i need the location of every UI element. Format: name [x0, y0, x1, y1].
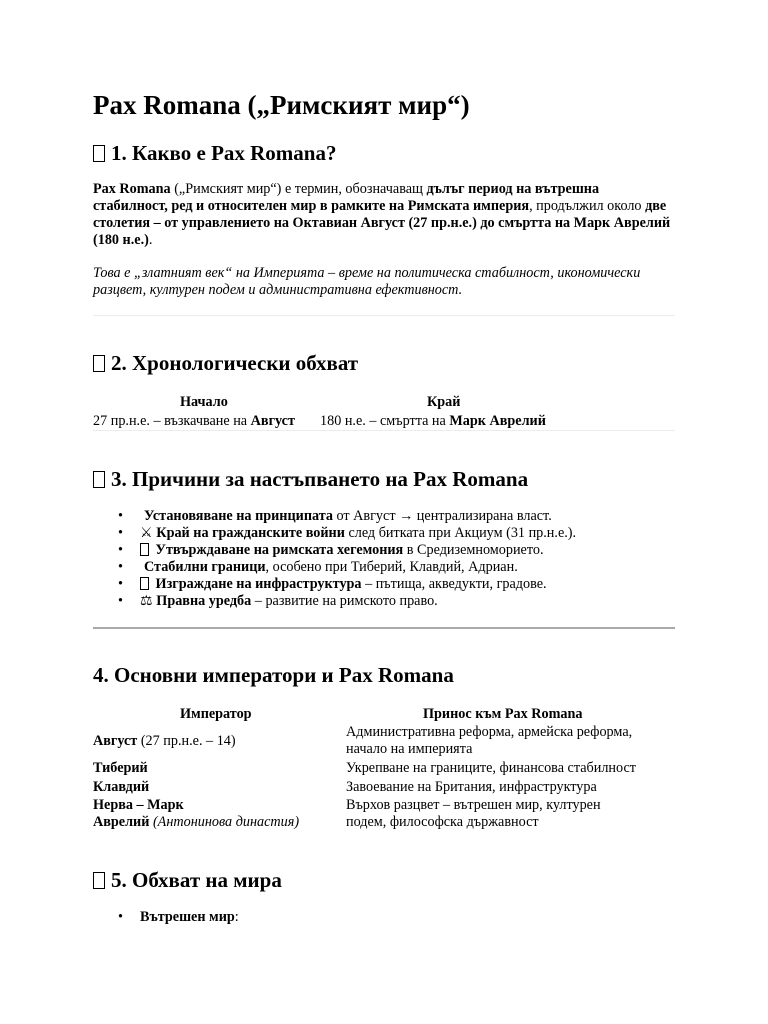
- table-cell-emperor: Клавдий: [93, 779, 150, 795]
- section-2-heading-text: 2. Хронологически обхват: [111, 351, 359, 375]
- chronology-table: [93, 394, 675, 434]
- section-3-heading: [93, 467, 528, 492]
- column-header-contribution: Принос към Pax Romana: [423, 706, 583, 722]
- section-5-heading-text: 5. Обхват на мира: [111, 868, 282, 892]
- horizontal-rule: [93, 627, 675, 629]
- section-1-paragraph: Pax Romana („Римският мир“) е термин, обозначаващ дълъг период на вътрешна стабилност, ред и относителен мир в рамките на Римската империя, продължил около две столетия – от управлението на Октавиан Август (27 пр.н.е.) до смъртта на Марк Аврелий (180 н.е.).: [93, 181, 671, 248]
- missing-glyph-icon: [93, 872, 105, 889]
- section-1-quote: Това е „златният век“ на Империята – време на политическа стабилност, икономически разцвет, културен подем и административна ефективност.: [93, 265, 641, 298]
- section-4-heading: 4. Основни императори и Pax Romana: [93, 663, 454, 687]
- list-item: • Стабилни граници, особено при Тиберий, Клавдий, Адриан.: [118, 559, 518, 575]
- end-cell: 180 н.е. – смъртта на Марк Аврелий: [320, 413, 546, 429]
- list-item: • Установяване на принципата от Август → централизирана власт.: [118, 508, 552, 524]
- crossed-swords-icon: ⚔: [140, 525, 153, 541]
- section-1-heading-text: 1. Какво е Pax Romana?: [111, 141, 337, 165]
- list-item: • ⚖ Правна уредба – развитие на римското право.: [118, 593, 438, 609]
- list-item: • Изграждане на инфраструктура – пътища, акведукти, градове.: [118, 576, 547, 592]
- section-3-heading-text: 3. Причини за настъпването на Pax Romana: [111, 467, 529, 491]
- causes-list: [118, 508, 576, 610]
- scales-icon: ⚖: [140, 593, 153, 609]
- table-cell-contribution: Върхов разцвет – вътрешен мир, културен подем, философска държавност: [346, 797, 601, 830]
- missing-glyph-icon: [93, 145, 105, 162]
- list-item: • Утвърждаване на римската хегемония в Средиземноморието.: [118, 542, 544, 558]
- table-cell-emperor: Нерва – Марк Аврелий (Антонинова династия): [93, 797, 300, 830]
- missing-glyph-icon: [140, 577, 149, 590]
- missing-glyph-icon: [93, 355, 105, 372]
- missing-glyph-icon: [140, 543, 149, 556]
- table-cell-emperor: Август (27 пр.н.е. – 14): [93, 733, 236, 749]
- emperors-table: [93, 706, 675, 836]
- list-item: • Вътрешен мир:: [118, 909, 239, 925]
- column-header-start: Начало: [180, 394, 228, 410]
- table-cell-contribution: Укрепване на границите, финансова стабилност: [346, 760, 636, 776]
- missing-glyph-icon: [93, 471, 105, 488]
- divider: [93, 315, 675, 316]
- column-header-end: Край: [427, 394, 461, 410]
- section-1-heading: [93, 141, 336, 166]
- table-cell-emperor: Тиберий: [93, 760, 148, 776]
- table-cell-contribution: Завоевание на Британия, инфраструктура: [346, 779, 597, 795]
- section-2-heading: [93, 351, 358, 376]
- section-5-heading: [93, 868, 282, 893]
- start-cell: 27 пр.н.е. – възкачване на Август: [93, 413, 295, 429]
- divider: [93, 430, 675, 431]
- document-title: Pax Romana („Римският мир“): [93, 90, 470, 120]
- column-header-emperor: Император: [180, 706, 252, 722]
- table-cell-contribution: Административна реформа, армейска реформа, начало на империята: [346, 724, 633, 757]
- scope-list: [118, 909, 239, 926]
- list-item: • ⚔ Край на гражданските войни след битката при Акциум (31 пр.н.е.).: [118, 525, 577, 541]
